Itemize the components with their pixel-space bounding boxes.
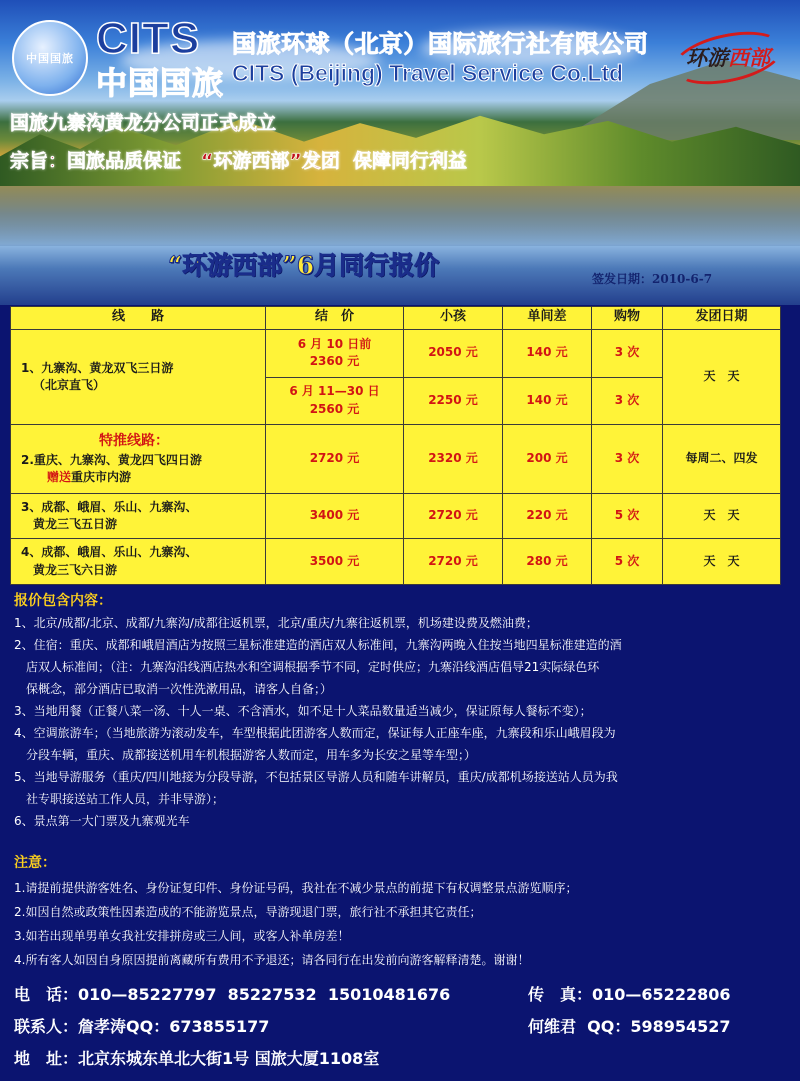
route-cell	[11, 539, 266, 585]
list-item: 1.请提前提供游客姓名、身份证复印件、身份证号码，我社在不减少景点的前提下有权调整景点游览顺序；	[14, 881, 578, 895]
logo-circle-text: 中国国旅	[26, 52, 74, 65]
phone-label: 电 话：	[14, 985, 79, 1004]
col-header-departure: 发团日期	[663, 307, 781, 330]
col-header-shopping: 购物	[592, 307, 663, 330]
price-cell	[266, 329, 404, 377]
child-price-cell: 2050 元	[404, 329, 503, 377]
shopping-cell: 3 次	[592, 377, 663, 425]
price-cell: 2720 元	[266, 425, 404, 493]
route-line: （北京直飞）	[33, 378, 106, 393]
list-item: 分段车辆，重庆、成都接送机用车机根据游客人数而定，用车多为长安之星等车型；）	[26, 748, 477, 762]
route-line: 黄龙三飞六日游	[33, 562, 118, 577]
departure-cell: 天 天	[663, 329, 781, 424]
contact-row	[14, 1014, 269, 1037]
quote-title: “环游西部”6月同行报价	[168, 251, 440, 280]
col-header-route: 线 路	[11, 307, 266, 330]
price-cell: 3400 元	[266, 493, 404, 539]
list-item: 1、北京/成都/北京、成都/九寨沟/成都往返机票，北京/重庆/九寨往返机票，机场建设费及燃油费；	[14, 616, 538, 630]
col-header-price: 结 价	[266, 307, 404, 330]
child-price-cell: 2320 元	[404, 425, 503, 493]
route-cell	[11, 425, 266, 493]
table-header-row	[11, 307, 781, 330]
announcement: 国旅九寨沟黄龙分公司正式成立	[10, 112, 277, 134]
table-row	[11, 493, 781, 539]
list-item: 2、住宿：重庆、成都和峨眉酒店为按照三星标准建造的酒店双人标准间，九寨沟两晚入住按当地四星标准建造的酒	[14, 638, 622, 652]
company-name-en: CITS (Beijing) Travel Service Co.Ltd	[232, 60, 624, 86]
child-price-cell: 2720 元	[404, 493, 503, 539]
departure-cell: 天 天	[663, 539, 781, 585]
table-row	[11, 425, 781, 493]
inclusions-list	[14, 612, 786, 832]
price-table	[10, 306, 781, 585]
price-date: 6 月 11—30 日	[289, 384, 380, 399]
company-name-cn: 国旅环球（北京）国际旅行社有限公司	[232, 30, 649, 58]
price-date: 6 月 10 日前	[297, 336, 372, 351]
phone-row	[14, 982, 450, 1005]
list-item: 4.所有客人如因自身原因提前离藏所有费用不予退还；请各同行在出发前向游客解释清楚。谢谢！	[14, 953, 530, 967]
brand-text	[686, 42, 770, 72]
shopping-cell: 5 次	[592, 539, 663, 585]
route-line: 3、成都、峨眉、乐山、九寨沟、	[21, 499, 198, 514]
route-cell	[11, 329, 266, 424]
fax-label: 传 真：	[528, 985, 593, 1004]
col-header-child: 小孩	[404, 307, 503, 330]
route-line: 2.重庆、九寨沟、黄龙四飞四日游	[21, 452, 202, 467]
gift-label: 赠送	[47, 470, 72, 485]
scenic-banner	[0, 0, 800, 305]
shopping-cell: 3 次	[592, 329, 663, 377]
list-item: 6、景点第一大门票及九寨观光车	[14, 814, 190, 828]
shopping-cell: 5 次	[592, 493, 663, 539]
price-cell: 3500 元	[266, 539, 404, 585]
list-item: 3.如若出现单男单女我社安排拼房或三人间，或客人补单房差！	[14, 929, 350, 943]
list-item: 社专职接送站工作人员，并非导游）；	[26, 792, 225, 806]
list-item: 保概念，部分酒店已取消一次性洗漱用品，请客人自备；）	[26, 682, 333, 696]
price-cell	[266, 377, 404, 425]
contact-label: 联系人：	[14, 1017, 79, 1036]
contact-person-1: 詹孝涛QQ：673855177	[78, 1017, 270, 1036]
list-item: 5、当地导游服务（重庆/四川地接为分段导游，不包括景区导游人员和随车讲解员，重庆/成都机场接送站人员为我	[14, 770, 618, 784]
route-line: 1、九寨沟、黄龙双飞三日游	[21, 360, 174, 375]
child-price-cell: 2250 元	[404, 377, 503, 425]
phone-value: 010—85227797 85227532 15010481676	[78, 985, 451, 1004]
address-label: 地 址：	[14, 1049, 79, 1068]
departure-cell: 天 天	[663, 493, 781, 539]
route-cell	[11, 493, 266, 539]
route-line: 4、成都、峨眉、乐山、九寨沟、	[21, 545, 198, 560]
single-supplement-cell: 140 元	[503, 329, 592, 377]
child-price-cell: 2720 元	[404, 539, 503, 585]
route-line: 黄龙三飞五日游	[33, 516, 118, 531]
contact-person-2: 何维君 QQ：598954527	[528, 1017, 731, 1036]
price-value: 2560 元	[309, 401, 360, 416]
logo-chinese: 中国国旅	[96, 66, 224, 102]
fax-row	[528, 982, 730, 1005]
table-row	[11, 329, 781, 377]
inclusions-heading: 报价包含内容：	[14, 593, 112, 609]
gift-value: 重庆市内游	[71, 470, 132, 485]
table-row	[11, 539, 781, 585]
address-row	[14, 1046, 379, 1069]
notes-heading: 注意：	[14, 855, 56, 871]
cits-globe-logo-icon	[12, 20, 88, 96]
single-supplement-cell: 280 元	[503, 539, 592, 585]
list-item: 4、空调旅游车；（当地旅游为滚动发车，车型根据此团游客人数而定，保证每人正座车座，九寨段和乐山峨眉段为	[14, 726, 616, 740]
single-supplement-cell: 200 元	[503, 425, 592, 493]
gift-line	[21, 469, 265, 486]
list-item: 店双人标准间；（注：九寨沟沿线酒店热水和空调根据季节不同，定时供应；九寨沿线酒店倡导21实际绿色环	[26, 660, 600, 674]
list-item: 3、当地用餐（正餐八菜一汤、十人一桌、不含酒水，如不足十人菜品数量适当减少，保证原每人餐标不变）；	[14, 704, 592, 718]
issue-date: 签发日期：2010-6-7	[592, 272, 713, 286]
departure-cell: 每周二、四发	[663, 425, 781, 493]
list-item: 2.如因自然或政策性因素造成的不能游览景点，导游现退门票，旅行社不承担其它责任；	[14, 905, 482, 919]
fax-value: 010—65222806	[592, 985, 731, 1004]
notes-list	[14, 876, 786, 972]
brand-text-b: 西部	[728, 46, 770, 70]
huanyou-xibu-brand-logo	[672, 30, 790, 86]
motto: 宗旨：国旅品质保证 “环游西部”发团 保障同行利益	[10, 150, 468, 172]
shopping-cell: 3 次	[592, 425, 663, 493]
address-value: 北京东城东单北大街1号 国旅大厦1108室	[78, 1049, 380, 1068]
col-header-single-supplement: 单间差	[503, 307, 592, 330]
lake-reflection	[0, 186, 800, 246]
single-supplement-cell: 140 元	[503, 377, 592, 425]
price-value: 2360 元	[309, 354, 360, 369]
special-route-label: 特推线路：	[99, 433, 169, 450]
single-supplement-cell: 220 元	[503, 493, 592, 539]
logo-english: CITS	[96, 14, 201, 63]
brand-text-a: 环游	[686, 46, 728, 70]
